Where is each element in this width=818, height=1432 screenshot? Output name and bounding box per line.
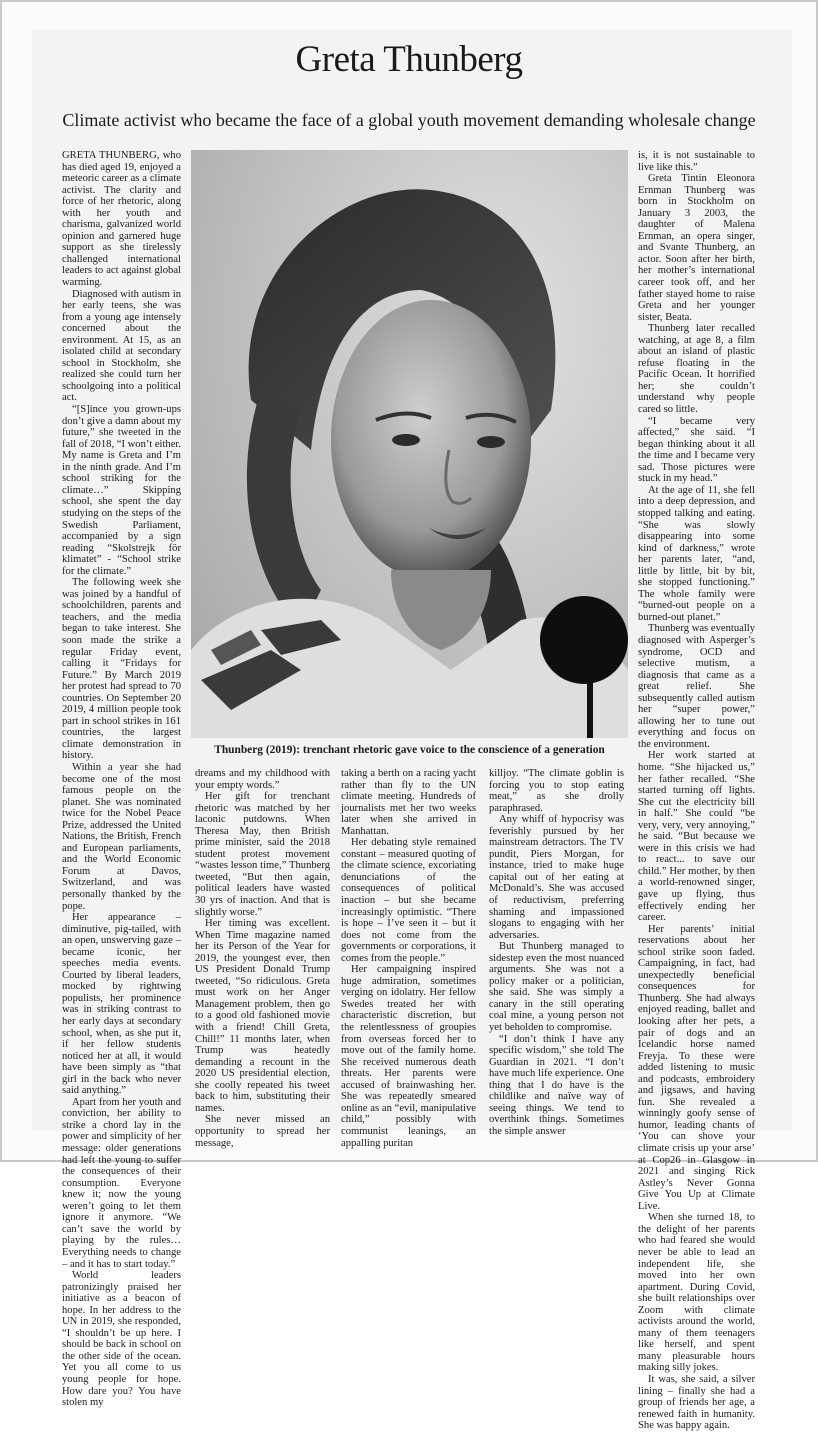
paragraph: Her parents’ initial reservations about her school strike soon faded. Campaigning, in fact, had unexpectedly beneficial consequences for Thunberg. She had always enjoyed reading, ballet and looking after her pets, a pair of dogs and an Icelandic horse named Freyja. To these were added listening to music and podcasts, embroidery and jigsaws, and having fun. She revealed a winningly goofy sense of humor, leading chants of ‘You can shove your climate crisis up your arse’ at Cop26 in Glasgow in 2021 and singing Rick Astley’s Never Gonna Give You Up at Climate Live. bbox=[638, 923, 755, 1212]
paragraph: Any whiff of hypocrisy was feverishly pursued by her mainstream detractors. The TV pundit, Piers Morgan, for instance, tried to make huge capital out of her eating at McDonald’s. She was accused of reductivism, preferring shaming and impassioned slogans to engaging with her adversaries. bbox=[489, 814, 624, 941]
photo-caption: Thunberg (2019): trenchant rhetoric gave voice to the conscience of a generation bbox=[214, 744, 605, 756]
paragraph: taking a berth on a racing yacht rather than fly to the UN climate meeting. Hundreds of journalists met her two weeks later when she arrived in Manhattan. bbox=[341, 768, 476, 837]
paragraph: Thunberg later recalled watching, at age 8, a film about an island of plastic refuse floating in the Pacific Ocean. It horrified her; she couldn’t understand why people cared so little. bbox=[638, 323, 755, 416]
paragraph: Apart from her youth and conviction, her ability to strike a chord lay in the power and simplicity of her message: older generations had left the young to suffer the consequences of their consumption. Everyone knew it; now the young weren’t going to let them ignore it anymore. “We can’t save the world by playing by the rules… Everything needs to change – and it has to start today.” bbox=[62, 1096, 181, 1270]
portrait-image bbox=[191, 150, 628, 738]
column-4 bbox=[489, 768, 624, 1137]
paragraph: “[S]ince you grown-ups don’t give a damn about my future,” she tweeted in the fall of 2018, “I won’t either. My name is Greta and I’m in the ninth grade. And I’m school striking for the climate…” Skipping school, she spent the day studying on the steps of the Swedish Parliament, accompanied by a sign reading “Skolstrejk för klimatet” - “School strike for the climate.” bbox=[62, 404, 181, 577]
paragraph: killjoy. “The climate goblin is forcing you to stop eating meat,” as she drolly paraphrased. bbox=[489, 768, 624, 814]
paragraph: Within a year she had become one of the most famous people on the planet. She was nominated twice for the Nobel Peace Prize, addressed the United Nations, the British, French and European parliaments, and the World Economic Forum at Davos, Switzerland, and was personally thanked by the pope. bbox=[62, 761, 181, 912]
paragraph: When she turned 18, to the delight of her parents who had feared she would never be able to lead an independent life, she moved into her own apartment. During Covid, she built relationships over Zoom with climate activists around the world, many of them teenagers like herself, and spent many pleasurable hours making silly jokes. bbox=[638, 1212, 755, 1374]
headline: Greta Thunberg bbox=[295, 39, 523, 80]
column-2 bbox=[195, 768, 330, 1149]
paragraph: World leaders patronizingly praised her initiative as a beacon of hope. In her address to the UN in 2019, she responded, “I shouldn’t be up here. I should be back in school on the other side of the ocean. Yet you all come to us young people for hope. How dare you? You have stolen my bbox=[62, 1270, 181, 1409]
paragraph: Her work started at home. “She hijacked us,” her father recalled. “She started turning off lights. She cut the electricity bill in half.” She could “be very, very, very annoying,” he said. “But because we were in this crisis we had to react... to save our child.” Her mother, by then a world-renowned singer, gave up flying, thus effectively ending her career. bbox=[638, 750, 755, 924]
paragraph: But Thunberg managed to sidestep even the most nuanced arguments. She was not a policy maker or a politician, she said. She was simply a canary in the still operating coal mine, a young person not yet beholden to compromise. bbox=[489, 941, 624, 1034]
paragraph: Greta Tintin Eleonora Ernman Thunberg was born in Stockholm on January 3 2003, the daughter of Malena Ernman, an opera singer, and Svante Thunberg, an actor. Soon after her birth, her mother’s international career took off, and her father stayed home to raise Greta and her younger sister, Beata. bbox=[638, 173, 755, 323]
paragraph: Diagnosed with autism in her early teens, she was from a young age intensely concerned about the environment. At 15, as an isolated child at secondary school in Stockholm, she realized she could turn her schoolgoing into a political act. bbox=[62, 288, 181, 404]
paragraph: She never missed an opportunity to spread her message, bbox=[195, 1114, 330, 1149]
subheadline: Climate activist who became the face of a global youth movement demanding wholesale change bbox=[62, 110, 756, 130]
paragraph: The following week she was joined by a handful of schoolchildren, parents and teachers, and the media began to take interest. She soon made the strike a regular Friday event, calling it “Fridays for Future.” By March 2019 her protest had spread to 70 countries. On September 20 2019, 4 million people took part in school strikes in 161 countries, the largest climate demonstration in history. bbox=[62, 577, 181, 762]
column-left bbox=[62, 150, 181, 1409]
paragraph: At the age of 11, she fell into a deep depression, and stopped talking and eating. “She was slowly disappearing into some kind of darkness,” wrote her parents later, “and, little by little, bit by bit, she stopped functioning.” The whole family were “burned-out people on a burned-out planet.” bbox=[638, 484, 755, 623]
paragraph: Her timing was excellent. When Time magazine named her its Person of the Year for 2019, the youngest ever, then US President Donald Trump tweeted, “So ridiculous. Greta must work on her Anger Management problem, then go to a good old fashioned movie with a friend! Chill Greta, Chill!” 11 months later, when Trump was heatedly demanding a recount in the 2020 US presidential election, she coolly repeated his tweet back to him, substituting their names. bbox=[195, 918, 330, 1114]
column-right bbox=[638, 150, 755, 1432]
paragraph: It was, she said, a silver lining – finally she had a group of friends her age, a renewed faith in humanity. She was happy again. bbox=[638, 1373, 755, 1432]
paragraph: Thunberg was eventually diagnosed with Asperger’s syndrome, OCD and selective mutism, a diagnosis that came as a great relief. She subsequently called autism her “super power,” allowing her to tune out everything and focus on the environment. bbox=[638, 623, 755, 750]
paragraph: Her campaigning inspired huge admiration, sometimes verging on idolatry. Her fellow Swedes treated her with characteristic discretion, but the relentlessness of groupies from overseas forced her to move out of the family home. She received numerous death threats. Her parents were accused of brainwashing her. She was repeatedly smeared online as an “evil, manipulative child,” possibly with communist leanings, an appalling puritan bbox=[341, 964, 476, 1149]
portrait-photo bbox=[191, 150, 628, 738]
paragraph: dreams and my childhood with your empty words.” bbox=[195, 768, 330, 791]
paragraph: Her gift for trenchant rhetoric was matched by her laconic putdowns. When Theresa May, then British prime minister, said the 2018 student protest movement “wastes lesson time,” Thunberg tweeted, “But then again, political leaders have wasted 30 yrs of inaction. And that is slightly worse.” bbox=[195, 791, 330, 918]
paragraph: is, it is not sustainable to live like this.” bbox=[638, 150, 755, 173]
paragraph: GRETA THUNBERG, who has died aged 19, enjoyed a meteoric career as a climate activist. The clarity and force of her rhetoric, along with her youth and charisma, galvanized world opinion and garnered huge support as she tirelessly challenged international leaders to act against global warming. bbox=[62, 150, 181, 289]
column-3 bbox=[341, 768, 476, 1149]
paragraph: Her debating style remained constant – measured quoting of the climate science, excoriating denunciations of the consequences of political inaction – but she became increasingly optimistic. “There is hope – I’ve seen it – but it does not come from the governments or corporations, it comes from the people.” bbox=[341, 837, 476, 964]
paragraph: “I became very affected,” she said. “I began thinking about it all the time and I became very sad. Those pictures were stuck in my head.” bbox=[638, 415, 755, 485]
paragraph: “I don’t think I have any specific wisdom,” she told The Guardian in 2021. “I don’t have much life experience. One thing that I do have is the childlike and naïve way of seeing things. We tend to overthink things. Sometimes the simple answer bbox=[489, 1033, 624, 1137]
paragraph: Her appearance – diminutive, pig-tailed, with an open, unswerving gaze – became iconic, her speeches media events. Courted by liberal leaders, mocked by rightwing populists, her prominence was in striking contrast to her early days at secondary school, when, as she put it, if her fellow students noticed her at all, it would have been simply as “that girl in the back who never said anything.” bbox=[62, 912, 181, 1097]
